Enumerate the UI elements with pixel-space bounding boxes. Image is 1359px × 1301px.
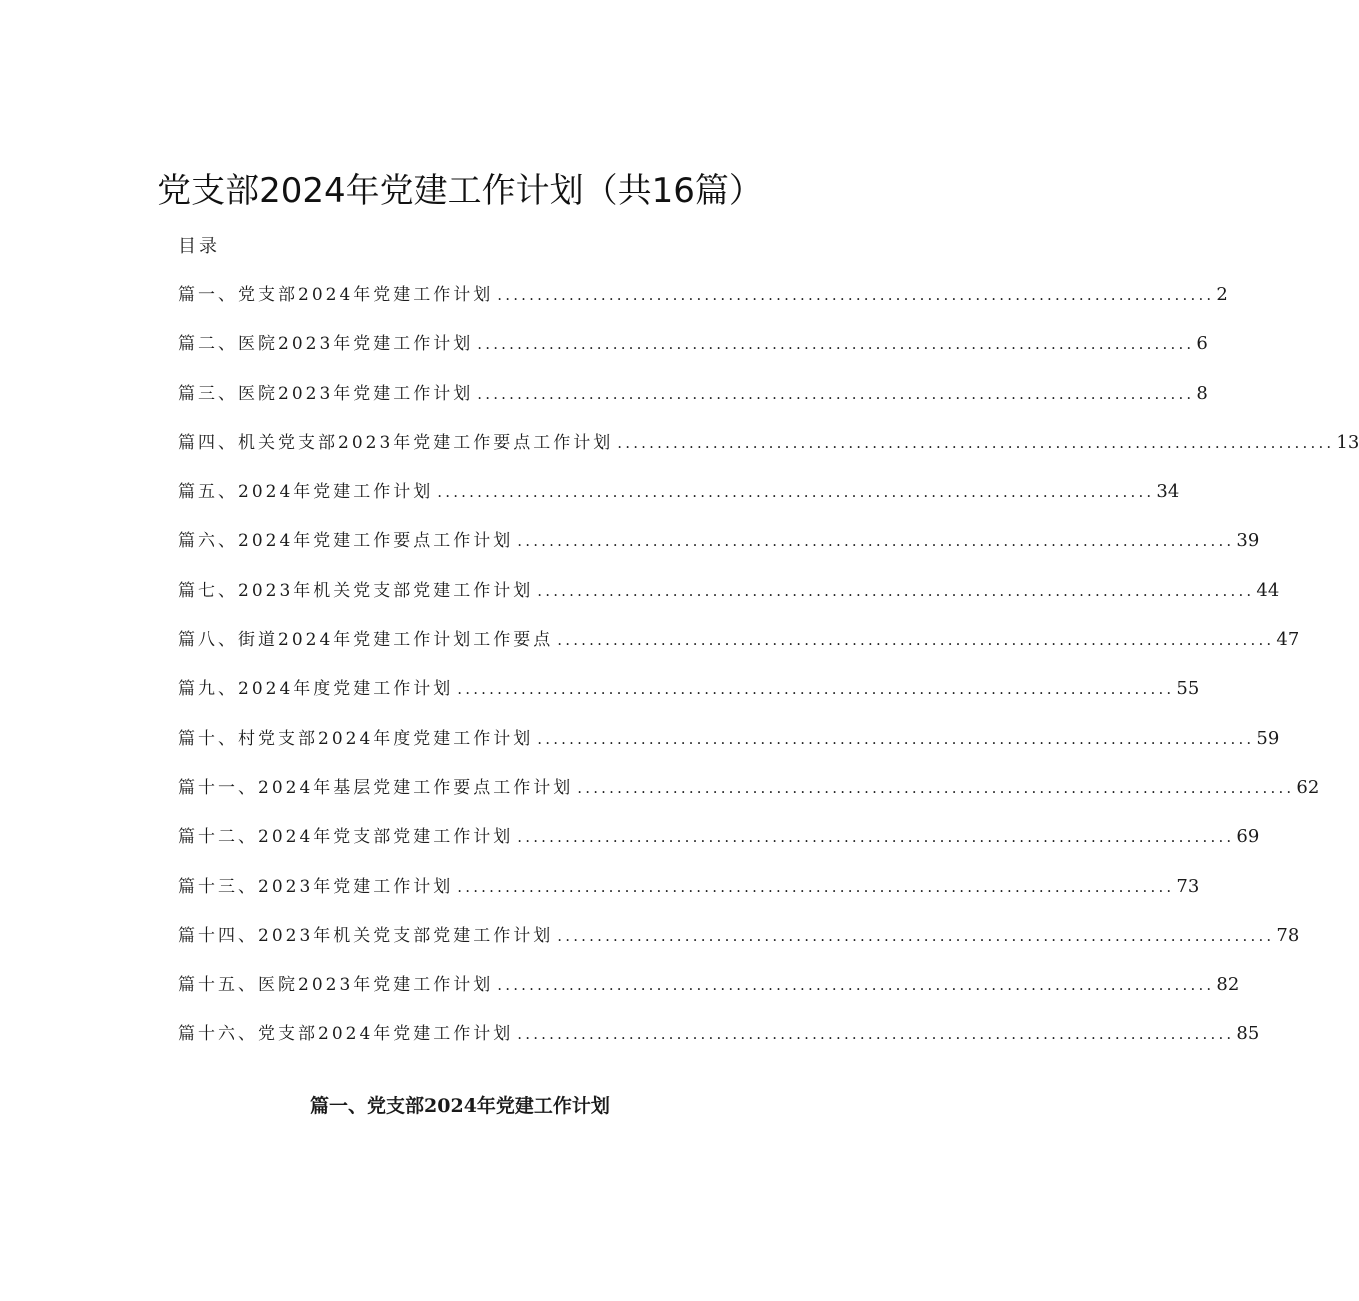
toc-dot-leader: .......................................................................................... <box>497 286 1215 304</box>
toc-entry[interactable] <box>178 528 1260 577</box>
toc-entry-label: 篇十六、党支部2024年党建工作计划 <box>178 1024 514 1045</box>
toc-entry-label: 篇三、医院2023年党建工作计划 <box>178 383 474 404</box>
toc-dot-leader: .......................................................................................... <box>517 532 1235 551</box>
toc-page-number: 59 <box>1256 727 1280 749</box>
toc-entry[interactable] <box>178 824 1260 873</box>
toc-dot-leader: .......................................................................................... <box>497 976 1215 995</box>
toc-dot-leader: .......................................................................................... <box>517 1025 1235 1044</box>
toc-entry[interactable] <box>178 923 1300 972</box>
toc-entry-label: 篇十一、2024年基层党建工作要点工作计划 <box>178 777 574 798</box>
toc-dot-leader: .......................................................................................... <box>557 926 1275 945</box>
toc-heading: 目录 <box>178 236 220 257</box>
document-title: 党支部2024年党建工作计划（共16篇） <box>157 170 763 211</box>
toc-entry-label: 篇十五、医院2023年党建工作计划 <box>178 975 494 996</box>
toc-entry[interactable] <box>178 627 1300 676</box>
toc-page-number: 44 <box>1256 579 1280 601</box>
toc-page-number: 62 <box>1296 776 1320 798</box>
toc-entry[interactable] <box>178 726 1280 775</box>
toc-dot-leader: .......................................................................................... <box>517 828 1235 847</box>
toc-dot-leader: .......................................................................................... <box>617 433 1335 452</box>
toc-entry[interactable] <box>178 479 1180 528</box>
toc-dot-leader: .......................................................................................... <box>537 729 1255 748</box>
toc-page-number: 13 <box>1336 431 1359 453</box>
toc-dot-leader: .......................................................................................... <box>477 335 1195 354</box>
toc-page-number: 55 <box>1176 678 1200 700</box>
toc-entry[interactable] <box>178 578 1280 627</box>
toc-entry-label: 篇十三、2023年党建工作计划 <box>178 876 454 897</box>
toc-page-number: 47 <box>1276 629 1300 651</box>
toc-dot-leader: .......................................................................................... <box>437 483 1155 502</box>
toc-entry[interactable] <box>178 430 1359 479</box>
toc-entry[interactable] <box>178 972 1240 1021</box>
toc-entry-label: 篇十四、2023年机关党支部党建工作计划 <box>178 925 554 946</box>
toc-entry[interactable] <box>178 676 1200 725</box>
toc-entry-label: 篇八、街道2024年党建工作计划工作要点 <box>178 630 554 651</box>
toc-entry[interactable] <box>178 381 1208 430</box>
toc-page-number: 2 <box>1216 284 1228 305</box>
toc-dot-leader: .......................................................................................... <box>537 581 1255 600</box>
toc-page-number: 69 <box>1236 826 1260 848</box>
toc-entry-label: 篇五、2024年党建工作计划 <box>178 482 434 503</box>
toc-page-number: 82 <box>1216 974 1240 996</box>
toc-page-number: 73 <box>1176 875 1200 897</box>
toc-page-number: 39 <box>1236 530 1260 552</box>
toc-dot-leader: .......................................................................................... <box>557 631 1275 650</box>
toc-page-number: 85 <box>1236 1023 1260 1045</box>
toc-page-number: 34 <box>1156 481 1180 503</box>
toc-page-number: 8 <box>1196 382 1208 404</box>
toc-entry-label: 篇十二、2024年党支部党建工作计划 <box>178 827 514 848</box>
toc-dot-leader: .......................................................................................... <box>457 877 1175 896</box>
toc-entry-label: 篇十、村党支部2024年度党建工作计划 <box>178 728 534 749</box>
toc-dot-leader: .......................................................................................... <box>577 778 1295 797</box>
toc-entry[interactable] <box>178 331 1208 380</box>
toc-page-number: 78 <box>1276 924 1300 946</box>
toc-entry-label: 篇四、机关党支部2023年党建工作要点工作计划 <box>178 432 614 453</box>
toc-entry-label: 篇六、2024年党建工作要点工作计划 <box>178 531 514 552</box>
toc-page-number: 6 <box>1196 333 1208 355</box>
toc-dot-leader: .......................................................................................... <box>457 680 1175 699</box>
toc-dot-leader: .......................................................................................... <box>477 384 1195 403</box>
toc-entry[interactable] <box>178 874 1200 923</box>
table-of-contents <box>178 282 1359 1071</box>
toc-entry-label: 篇七、2023年机关党支部党建工作计划 <box>178 580 534 601</box>
toc-entry[interactable] <box>178 775 1320 824</box>
toc-entry-label: 篇一、党支部2024年党建工作计划 <box>178 285 494 305</box>
toc-entry[interactable] <box>178 1021 1260 1070</box>
toc-entry-label: 篇九、2024年度党建工作计划 <box>178 679 454 700</box>
toc-entry[interactable] <box>178 282 1228 331</box>
toc-entry-label: 篇二、医院2023年党建工作计划 <box>178 334 474 355</box>
section-heading: 篇一、党支部2024年党建工作计划 <box>310 1094 610 1117</box>
